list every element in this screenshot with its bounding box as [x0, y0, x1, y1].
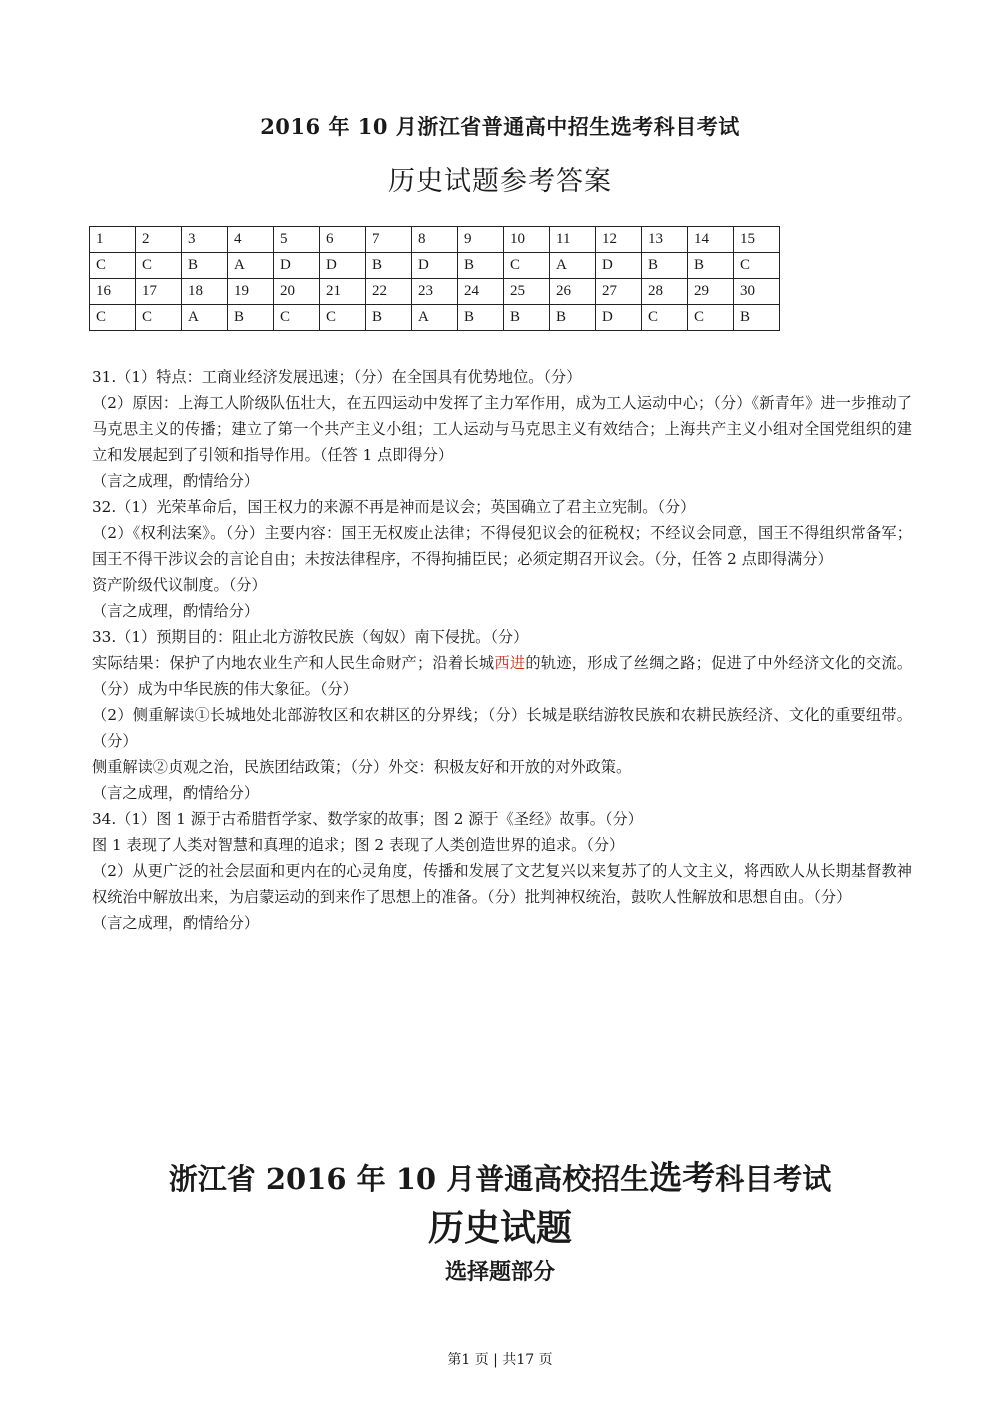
answer-table-cell: B: [688, 253, 734, 279]
answer-table-cell: 10: [504, 227, 550, 253]
q32-part2: （2）《权利法案》。（分）主要内容：国王无权废止法律；不得侵犯议会的征税权；不经议会同意，国王不得组织常备军；国王不得干涉议会的言论自由；未按法律程序，不得拘捕臣民；必须定期召开议会。（分，任答 2 点即得满分）: [92, 524, 912, 568]
answer-table-cell: 19: [228, 279, 274, 305]
answer-table-cell: B: [366, 305, 412, 331]
exam-title-b: 选考: [649, 1158, 716, 1197]
answer-table-cell: B: [550, 305, 596, 331]
answer-table-cell: C: [688, 305, 734, 331]
answer-table-cell: D: [596, 305, 642, 331]
answer-table-cell: B: [182, 253, 228, 279]
answer-table-cell: 4: [228, 227, 274, 253]
answer-table-row: [90, 305, 780, 331]
answer-table-cell: B: [504, 305, 550, 331]
answer-table-cell: B: [458, 253, 504, 279]
answer-table-cell: B: [642, 253, 688, 279]
exam-section: 选择题部分: [444, 1259, 555, 1285]
answer-table-row: [90, 279, 780, 305]
answer-table-cell: 15: [734, 227, 780, 253]
answer-table-cell: B: [366, 253, 412, 279]
answer-table-cell: 21: [320, 279, 366, 305]
answer-table-cell: 2: [136, 227, 182, 253]
q31-note: （言之成理，酌情给分）: [92, 472, 260, 490]
answer-table-cell: D: [274, 253, 320, 279]
q31-part2: （2）原因：上海工人阶级队伍壮大，在五四运动中发挥了主力军作用，成为工人运动中心；（分）《新青年》进一步推动了马克思主义的传播；建立了第一个共产主义小组；工人运动与马克思主义有效结合；上海共产主义小组对全国党组织的建立和发展起到了引领和指导作用。（任答 1 点即得分）: [92, 394, 912, 464]
q33-part2-text-a: 实际结果：保护了内地农业生产和人民生命财产；沿着长城: [92, 654, 495, 672]
answer-table-cell: 11: [550, 227, 596, 253]
q33-part1: 33.（1）预期目的：阻止北方游牧民族（匈奴）南下侵扰。（分）: [92, 628, 529, 646]
answer-table-cell: C: [136, 253, 182, 279]
answer-table-cell: 3: [182, 227, 228, 253]
answer-table-cell: C: [642, 305, 688, 331]
answer-table-cell: 17: [136, 279, 182, 305]
answer-table-cell: A: [182, 305, 228, 331]
q33-part3: （2）侧重解读①长城地处北部游牧区和农耕区的分界线；（分）长城是联结游牧民族和农耕民族经济、文化的重要纽带。（分）: [92, 706, 912, 750]
answer-table-cell: 27: [596, 279, 642, 305]
q31-part1: 31.（1）特点：工商业经济发展迅速；（分）在全国具有优势地位。（分）: [92, 368, 582, 386]
exam-title: [0, 1152, 1000, 1199]
exam-subject: 历史试题: [427, 1207, 572, 1249]
answer-table-cell: 28: [642, 279, 688, 305]
answer-table-cell: D: [320, 253, 366, 279]
answer-table-cell: B: [458, 305, 504, 331]
q34-note: （言之成理，酌情给分）: [92, 914, 260, 932]
answer-table-cell: C: [504, 253, 550, 279]
answer-table-cell: C: [274, 305, 320, 331]
q34-part2: 图 1 表现了人类对智慧和真理的追求；图 2 表现了人类创造世界的追求。（分）: [92, 836, 625, 854]
page-footer: 第1 页 | 共17 页: [447, 1352, 553, 1368]
answer-table-cell: C: [90, 305, 136, 331]
answer-table-cell: 12: [596, 227, 642, 253]
exam-title-c: 科目考试: [715, 1162, 832, 1196]
q34-part1: 34.（1）图 1 源于古希腊哲学家、数学家的故事；图 2 源于《圣经》故事。（分）: [92, 810, 643, 828]
q34-part3: （2）从更广泛的社会层面和更内在的心灵角度，传播和发展了文艺复兴以来复苏了的人文主义，将西欧人从长期基督教神权统治中解放出来，为启蒙运动的到来作了思想上的准备。（分）批判神权统治，鼓吹人性解放和思想自由。（分）: [92, 862, 912, 906]
answer-table-cell: 22: [366, 279, 412, 305]
answer-table-cell: C: [136, 305, 182, 331]
answer-table-cell: 5: [274, 227, 320, 253]
answer-table-cell: C: [90, 253, 136, 279]
answer-table-cell: 13: [642, 227, 688, 253]
answer-table-cell: 30: [734, 279, 780, 305]
answer-table-cell: A: [228, 253, 274, 279]
answer-table-cell: 8: [412, 227, 458, 253]
exam-title-a: 浙江省 2016 年 10 月普通高校招生: [168, 1162, 650, 1196]
answer-table-cell: 14: [688, 227, 734, 253]
answer-table-cell: C: [734, 253, 780, 279]
answer-table-cell: B: [228, 305, 274, 331]
q33-part4: 侧重解读②贞观之治，民族团结政策；（分）外交：积极友好和开放的对外政策。: [92, 758, 632, 776]
answer-table-cell: D: [412, 253, 458, 279]
answer-table-cell: 1: [90, 227, 136, 253]
answer-table-cell: 6: [320, 227, 366, 253]
q32-note: （言之成理，酌情给分）: [92, 602, 260, 620]
q33-part2-text-b: 的轨迹，形成了丝绸之路；促进了中外经济文化的交流。（分）成为中华民族的伟大象征。（分）: [92, 654, 913, 698]
answer-table-cell: 25: [504, 279, 550, 305]
answer-table-cell: 16: [90, 279, 136, 305]
answer-table-cell: 26: [550, 279, 596, 305]
answer-table-cell: B: [734, 305, 780, 331]
answer-table: [89, 226, 780, 331]
answers-block: [92, 364, 912, 936]
answer-table-cell: 20: [274, 279, 320, 305]
answer-table-cell: 9: [458, 227, 504, 253]
answer-table-cell: 23: [412, 279, 458, 305]
answer-table-cell: C: [320, 305, 366, 331]
answer-table-cell: 29: [688, 279, 734, 305]
q33-part2: [92, 650, 912, 702]
answer-table-row: [90, 227, 780, 253]
answer-table-cell: 7: [366, 227, 412, 253]
answer-table-cell: 18: [182, 279, 228, 305]
q33-part2-highlight: 西进: [494, 654, 526, 672]
q33-note: （言之成理，酌情给分）: [92, 784, 260, 802]
answer-table-cell: A: [550, 253, 596, 279]
answer-table-cell: A: [412, 305, 458, 331]
q32-part1: 32.（1）光荣革命后，国王权力的来源不再是神而是议会；英国确立了君主立宪制。（分）: [92, 498, 696, 516]
answer-table-row: [90, 253, 780, 279]
answer-table-cell: D: [596, 253, 642, 279]
answer-table-cell: 24: [458, 279, 504, 305]
answer-key-title: 2016 年 10 月浙江省普通高中招生选考科目考试: [260, 114, 740, 139]
q32-part3: 资产阶级代议制度。（分）: [92, 576, 267, 594]
answer-key-subtitle: 历史试题参考答案: [388, 166, 612, 197]
